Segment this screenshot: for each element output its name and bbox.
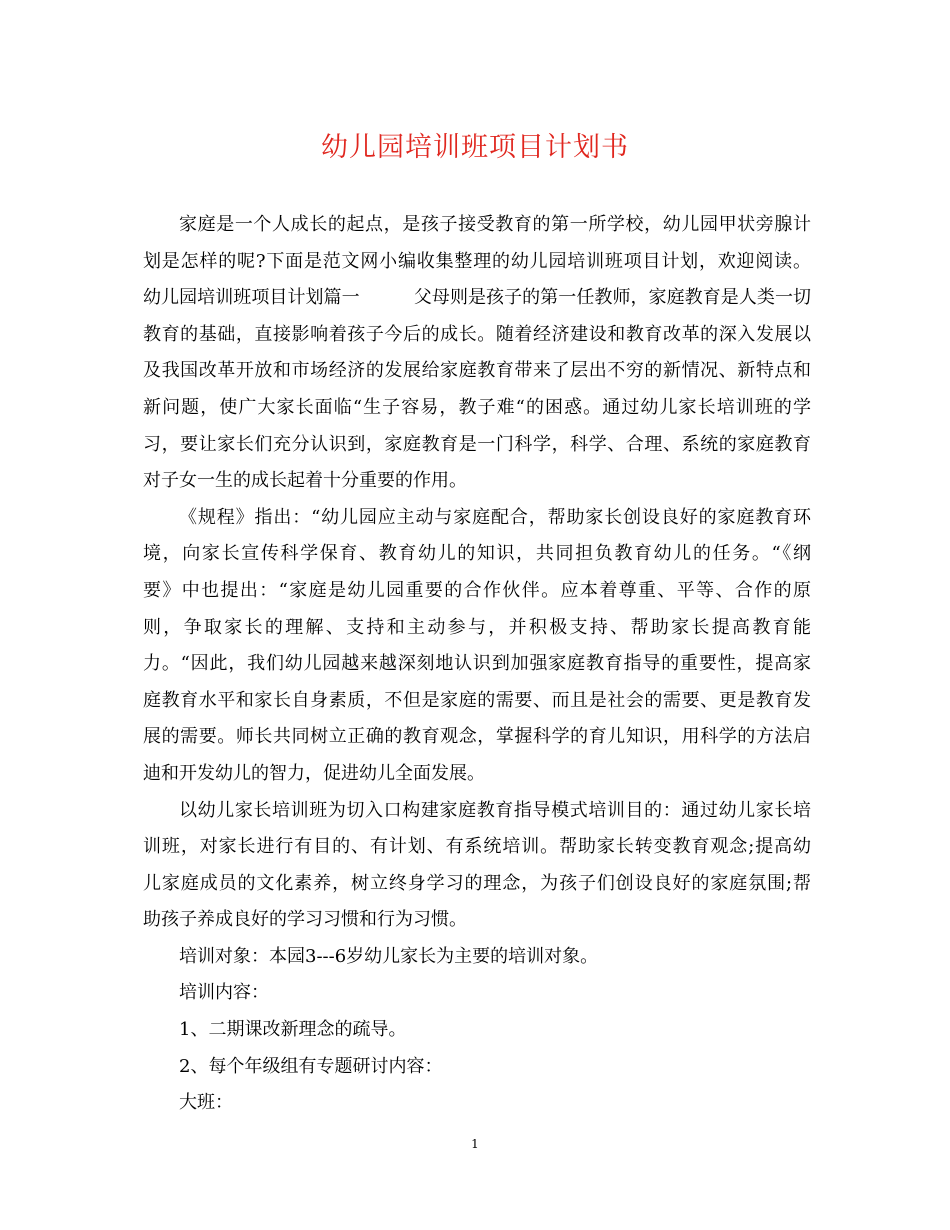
body-line: 力。“因此，我们幼儿园越来越深刻地认识到加强家庭教育指导的重要性，提高家 — [143, 653, 811, 675]
page-number: 1 — [471, 1137, 479, 1151]
body-line: 对子女一生的成长起着十分重要的作用。 — [143, 470, 467, 492]
body-line: 1、二期课改新理念的疏导。 — [179, 1019, 407, 1041]
body-line: 展的需要。师长共同树立正确的教育观念，掌握科学的育儿知识，用科学的方法启 — [143, 726, 811, 748]
body-line: 助孩子养成良好的学习习惯和行为习惯。 — [143, 909, 467, 931]
body-line: 大班： — [179, 1092, 233, 1114]
body-line: 及我国改革开放和市场经济的发展给家庭教育带来了层出不穷的新情况、新特点和 — [143, 360, 811, 382]
document-title: 幼儿园培训班项目计划书 — [321, 132, 629, 163]
body-line: 则，争取家长的理解、支持和主动参与，并积极支持、帮助家长提高教育能 — [143, 616, 811, 638]
body-line: 培训内容： — [179, 982, 269, 1004]
body-line: 要》中也提出：“家庭是幼儿园重要的合作伙伴。应本着尊重、平等、合作的原 — [143, 579, 811, 601]
body-line: 划是怎样的呢?下面是范文网小编收集整理的幼儿园培训班项目计划，欢迎阅读。 — [143, 250, 811, 272]
body-line: 迪和开发幼儿的智力，促进幼儿全面发展。 — [143, 762, 485, 784]
body-line: 习，要让家长们充分认识到，家庭教育是一门科学，科学、合理、系统的家庭教育 — [143, 433, 811, 455]
body-line: 新问题，使广大家长面临“生子容易，教子难“的困惑。通过幼儿家长培训班的学 — [143, 396, 811, 418]
body-line: 教育的基础，直接影响着孩子今后的成长。随着经济建设和教育改革的深入发展以 — [143, 323, 811, 345]
body-line: 境，向家长宣传科学保育、教育幼儿的知识，共同担负教育幼儿的任务。“《纲 — [143, 543, 811, 565]
body-line: 家庭是一个人成长的起点，是孩子接受教育的第一所学校，幼儿园甲状旁腺计 — [179, 214, 811, 235]
body-line: 2、每个年级组有专题研讨内容： — [179, 1055, 443, 1077]
body-line: 幼儿园培训班项目计划篇一 父母则是孩子的第一任教师，家庭教育是人类一切 — [143, 287, 811, 309]
body-line: 培训对象：本园3---6岁幼儿家长为主要的培训对象。 — [179, 945, 599, 967]
body-line: 儿家庭成员的文化素养，树立终身学习的理念，为孩子们创设良好的家庭氛围;帮 — [143, 872, 811, 894]
body-line: 以幼儿家长培训班为切入口构建家庭教育指导模式培训目的：通过幼儿家长培 — [179, 799, 811, 821]
document-body — [143, 207, 811, 1122]
body-line: 庭教育水平和家长自身素质，不但是家庭的需要、而且是社会的需要、更是教育发 — [143, 689, 811, 711]
body-line: 《规程》指出：“幼儿园应主动与家庭配合，帮助家长创设良好的家庭教育环 — [179, 506, 811, 528]
body-line: 训班，对家长进行有目的、有计划、有系统培训。帮助家长转变教育观念;提高幼 — [143, 836, 811, 858]
